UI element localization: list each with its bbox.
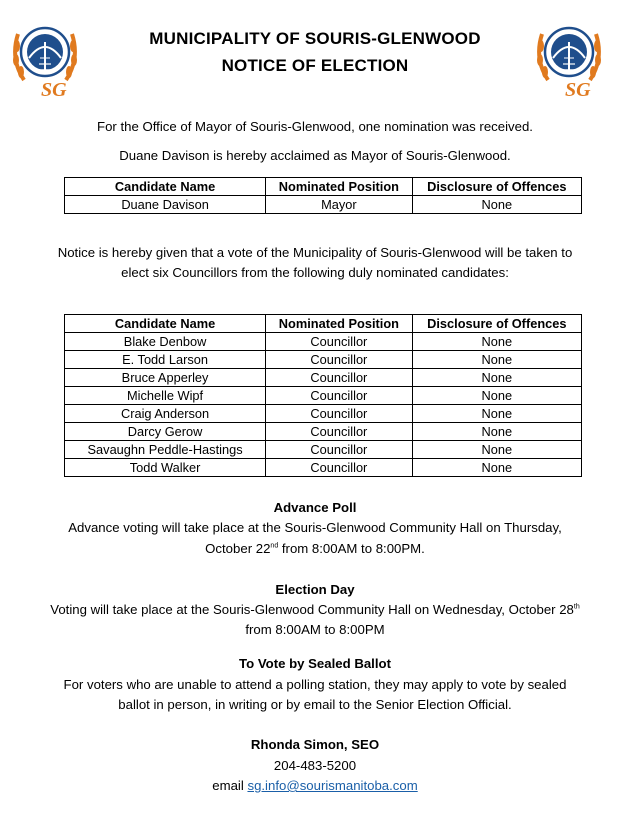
mayor-table: [64, 177, 582, 214]
candidate-name-cell: Darcy Gerow: [65, 423, 266, 441]
sealed-ballot-heading: To Vote by Sealed Ballot: [239, 656, 391, 671]
offences-cell: None: [412, 441, 581, 459]
column-header: Candidate Name: [65, 178, 266, 196]
column-header: Nominated Position: [266, 315, 413, 333]
table-row: [65, 351, 582, 369]
position-cell: Councillor: [266, 369, 413, 387]
candidate-name-cell: Duane Davison: [65, 196, 266, 214]
council-notice-line1: Notice is hereby given that a vote of the Municipality of Souris-Glenwood will be taken to: [57, 245, 573, 260]
sealed-ballot-line2: ballot in person, in writing or by email to the Senior Election Official.: [118, 697, 512, 712]
candidate-name-cell: E. Todd Larson: [65, 351, 266, 369]
table-row: [65, 196, 582, 214]
mayor-acclaimed: Duane Davison is hereby acclaimed as Mayor of Souris-Glenwood.: [119, 148, 511, 163]
advance-poll-heading: Advance Poll: [273, 500, 357, 515]
offences-cell: None: [412, 369, 581, 387]
candidate-name-cell: Blake Denbow: [65, 333, 266, 351]
candidate-name-cell: Todd Walker: [65, 459, 266, 477]
column-header: Disclosure of Offences: [412, 315, 581, 333]
offences-cell: None: [412, 351, 581, 369]
position-cell: Councillor: [266, 351, 413, 369]
advance-poll-line1: Advance voting will take place at the Souris-Glenwood Community Hall on Thursday,: [68, 520, 562, 535]
advance-poll-line2: [0, 539, 630, 559]
contact-phone: 204-483-5200: [273, 758, 357, 773]
sg-monogram: SG: [565, 79, 591, 101]
contact-email-line: [0, 776, 630, 796]
candidate-name-cell: Craig Anderson: [65, 405, 266, 423]
page-title: MUNICIPALITY OF SOURIS-GLENWOOD: [149, 29, 481, 48]
election-day-line2: from 8:00AM to 8:00PM: [245, 622, 385, 637]
position-cell: Councillor: [266, 423, 413, 441]
table-header-row: [65, 178, 582, 196]
table-row: [65, 369, 582, 387]
table-row: [65, 387, 582, 405]
column-header: Nominated Position: [266, 178, 413, 196]
position-cell: Mayor: [266, 196, 413, 214]
email-link[interactable]: sg.info@sourismanitoba.com: [247, 778, 418, 793]
council-notice-line2: elect six Councillors from the following duly nominated candidates:: [121, 265, 509, 280]
sg-monogram: SG: [41, 79, 67, 101]
council-table: [64, 314, 582, 477]
position-cell: Councillor: [266, 387, 413, 405]
sealed-ballot-line1: For voters who are unable to attend a polling station, they may apply to vote by sealed: [63, 677, 567, 692]
election-day-heading: Election Day: [275, 582, 355, 597]
position-cell: Councillor: [266, 405, 413, 423]
date-suffix: nd: [270, 542, 279, 550]
election-day-line1: [0, 600, 630, 620]
column-header: Disclosure of Offences: [412, 178, 581, 196]
offences-cell: None: [412, 459, 581, 477]
election-day-text: Voting will take place at the Souris-Glenwood Community Hall on Wednesday, October 28: [50, 602, 574, 617]
advance-poll-time: from 8:00AM to 8:00PM.: [278, 541, 425, 556]
table-row: [65, 405, 582, 423]
offences-cell: None: [412, 333, 581, 351]
date-suffix: th: [573, 603, 580, 611]
offences-cell: None: [412, 196, 581, 214]
offences-cell: None: [412, 405, 581, 423]
email-label: email: [212, 778, 244, 793]
table-row: [65, 333, 582, 351]
column-header: Candidate Name: [65, 315, 266, 333]
position-cell: Councillor: [266, 459, 413, 477]
contact-name: Rhonda Simon, SEO: [250, 737, 380, 752]
candidate-name-cell: Savaughn Peddle-Hastings: [65, 441, 266, 459]
page-subtitle: NOTICE OF ELECTION: [221, 56, 409, 75]
position-cell: Councillor: [266, 441, 413, 459]
candidate-name-cell: Michelle Wipf: [65, 387, 266, 405]
table-row: [65, 423, 582, 441]
advance-poll-date: October 22: [205, 541, 271, 556]
candidate-name-cell: Bruce Apperley: [65, 369, 266, 387]
mayor-intro: For the Office of Mayor of Souris-Glenwood, one nomination was received.: [97, 119, 533, 134]
offences-cell: None: [412, 387, 581, 405]
table-row: [65, 441, 582, 459]
table-row: [65, 459, 582, 477]
position-cell: Councillor: [266, 333, 413, 351]
table-header-row: [65, 315, 582, 333]
offences-cell: None: [412, 423, 581, 441]
